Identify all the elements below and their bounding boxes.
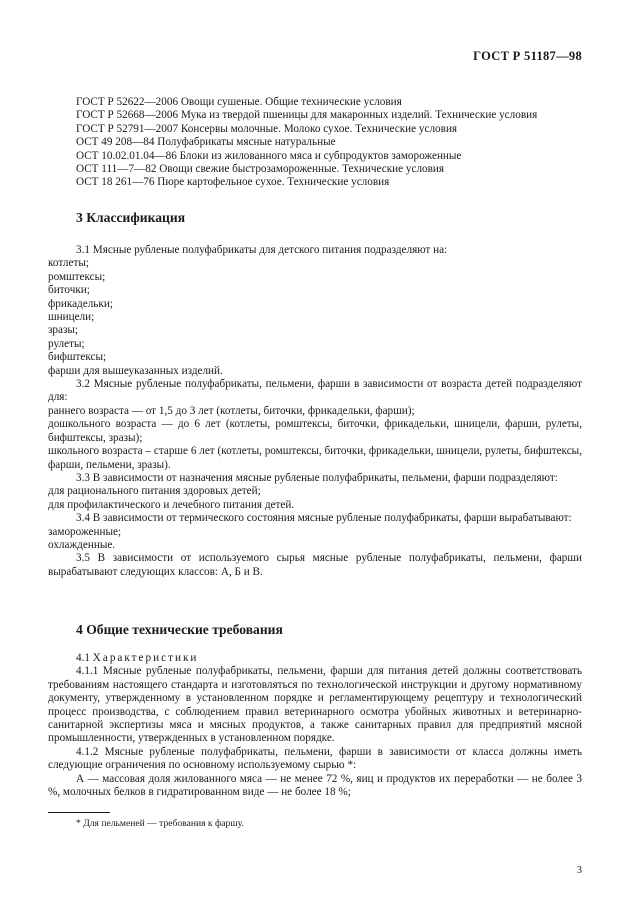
list-item: для профилактического и лечебного питания детей. <box>48 498 295 511</box>
reference-item: ГОСТ Р 52791—2007 Консервы молочные. Молоко сухое. Технические условия <box>76 122 458 135</box>
list-item: ромштексы; <box>48 270 106 283</box>
section-title: 3 Классификация <box>76 210 186 225</box>
list-item: бифштексы; <box>48 351 107 364</box>
reference-item: ОСТ 111—7—82 Овощи свежие быстрозамороженные. Технические условия <box>76 163 445 176</box>
section-title: 4 Общие технические требования <box>76 622 283 637</box>
section-4 <box>48 622 582 799</box>
clause-3-4: 3.4 В зависимости от термического состояния мясные рубленые полуфабрикаты, фарши вырабатывают: <box>76 512 572 525</box>
list-item: рулеты; <box>48 337 85 350</box>
reference-item: ОСТ 18 261—76 Пюре картофельное сухое. Технические условия <box>76 176 390 189</box>
footnote-rule <box>48 812 110 813</box>
list-item: фрикадельки; <box>48 297 113 310</box>
clause-3-2: 3.2 Мясные рубленые полуфабрикаты, пельмени, фарши в зависимости от возраста детей подразделяют для: <box>48 378 582 404</box>
list-item: для рационального питания здоровых детей; <box>48 485 261 498</box>
clause-4-1-1: 4.1.1 Мясные рубленые полуфабрикаты, пельмени, фарши для питания детей должны соответствовать требованиям настоящего стандарта и изготовляться по технологической инструкции и другому нормативному документу, утвержденному в установленном порядке и регламентирующему рецептуру и технологический процесс производства, с соблюдением правил ветеринарного осмотра убойных животных и ветеринарно-санитарной экспертизы мяса и мясных продуктов, а также санитарных правил для предприятий мясной промышленности, утвержденных в установленном порядке. <box>48 665 582 745</box>
list-item: школьного возраста – старше 6 лет (котлеты, ромштексы, биточки, фрикадельки, шницели, рулеты, бифштексы, фарши, пельмени, зразы). <box>48 445 582 471</box>
reference-item: ОСТ 10.02.01.04—86 Блоки из жилованного мяса и субпродуктов замороженные <box>76 149 462 162</box>
list-item: фарши для вышеуказанных изделий. <box>48 364 223 377</box>
page-header: ГОСТ Р 51187—98 <box>473 49 582 63</box>
clause-3-3: 3.3 В зависимости от назначения мясные рубленые полуфабрикаты, пельмени, фарши подразделяют: <box>76 471 558 484</box>
clause-4-1 <box>48 652 582 665</box>
list-item: раннего возраста — от 1,5 до 3 лет (котлеты, биточки, фрикадельки, фарши); <box>48 404 415 417</box>
section-3 <box>48 210 582 579</box>
list-item: зразы; <box>48 324 79 337</box>
clause-4-1-2: 4.1.2 Мясные рубленые полуфабрикаты, пельмени, фарши в зависимости от класса должны иметь следующие ограничения по основному используемому сырью *: <box>48 745 582 772</box>
list-item: биточки; <box>48 284 90 297</box>
reference-item: ОСТ 49 208—84 Полуфабрикаты мясные натуральные <box>76 136 336 149</box>
reference-item: ГОСТ Р 52622—2006 Овощи сушеные. Общие технические условия <box>76 96 402 108</box>
list-item: замороженные; <box>48 525 122 538</box>
clause-title: Характеристики <box>92 652 199 664</box>
footnote: * Для пельменей — требования к фаршу. <box>76 818 244 829</box>
clause-4-1-2-a: А — массовая доля жилованного мяса — не менее 72 %, яиц и продуктов их переработки — не более 3 %, молочных белков в гидратированном виде — не более 18 %; <box>48 772 582 799</box>
list-item: охлажденные. <box>48 538 116 551</box>
page-number: 3 <box>576 865 582 876</box>
list-item: шницели; <box>48 311 95 324</box>
clause-3-5: 3.5 В зависимости от используемого сырья мясные рубленые полуфабрикаты, пельмени, фарши вырабатывают следующих классов: А, Б и В. <box>48 552 582 578</box>
list-item: дошкольного возраста — до 6 лет (котлеты, ромштексы, биточки, фрикадельки, шницели, фарши, рулеты, бифштексы, зразы); <box>48 418 582 444</box>
list-item: котлеты; <box>48 257 89 270</box>
clause-number: 4.1 <box>76 652 90 664</box>
references-list <box>48 96 582 190</box>
reference-item: ГОСТ Р 52668—2006 Мука из твердой пшеницы для макаронных изделий. Технические условия <box>76 109 538 122</box>
clause-3-1: 3.1 Мясные рубленые полуфабрикаты для детского питания подразделяют на: <box>76 244 448 256</box>
